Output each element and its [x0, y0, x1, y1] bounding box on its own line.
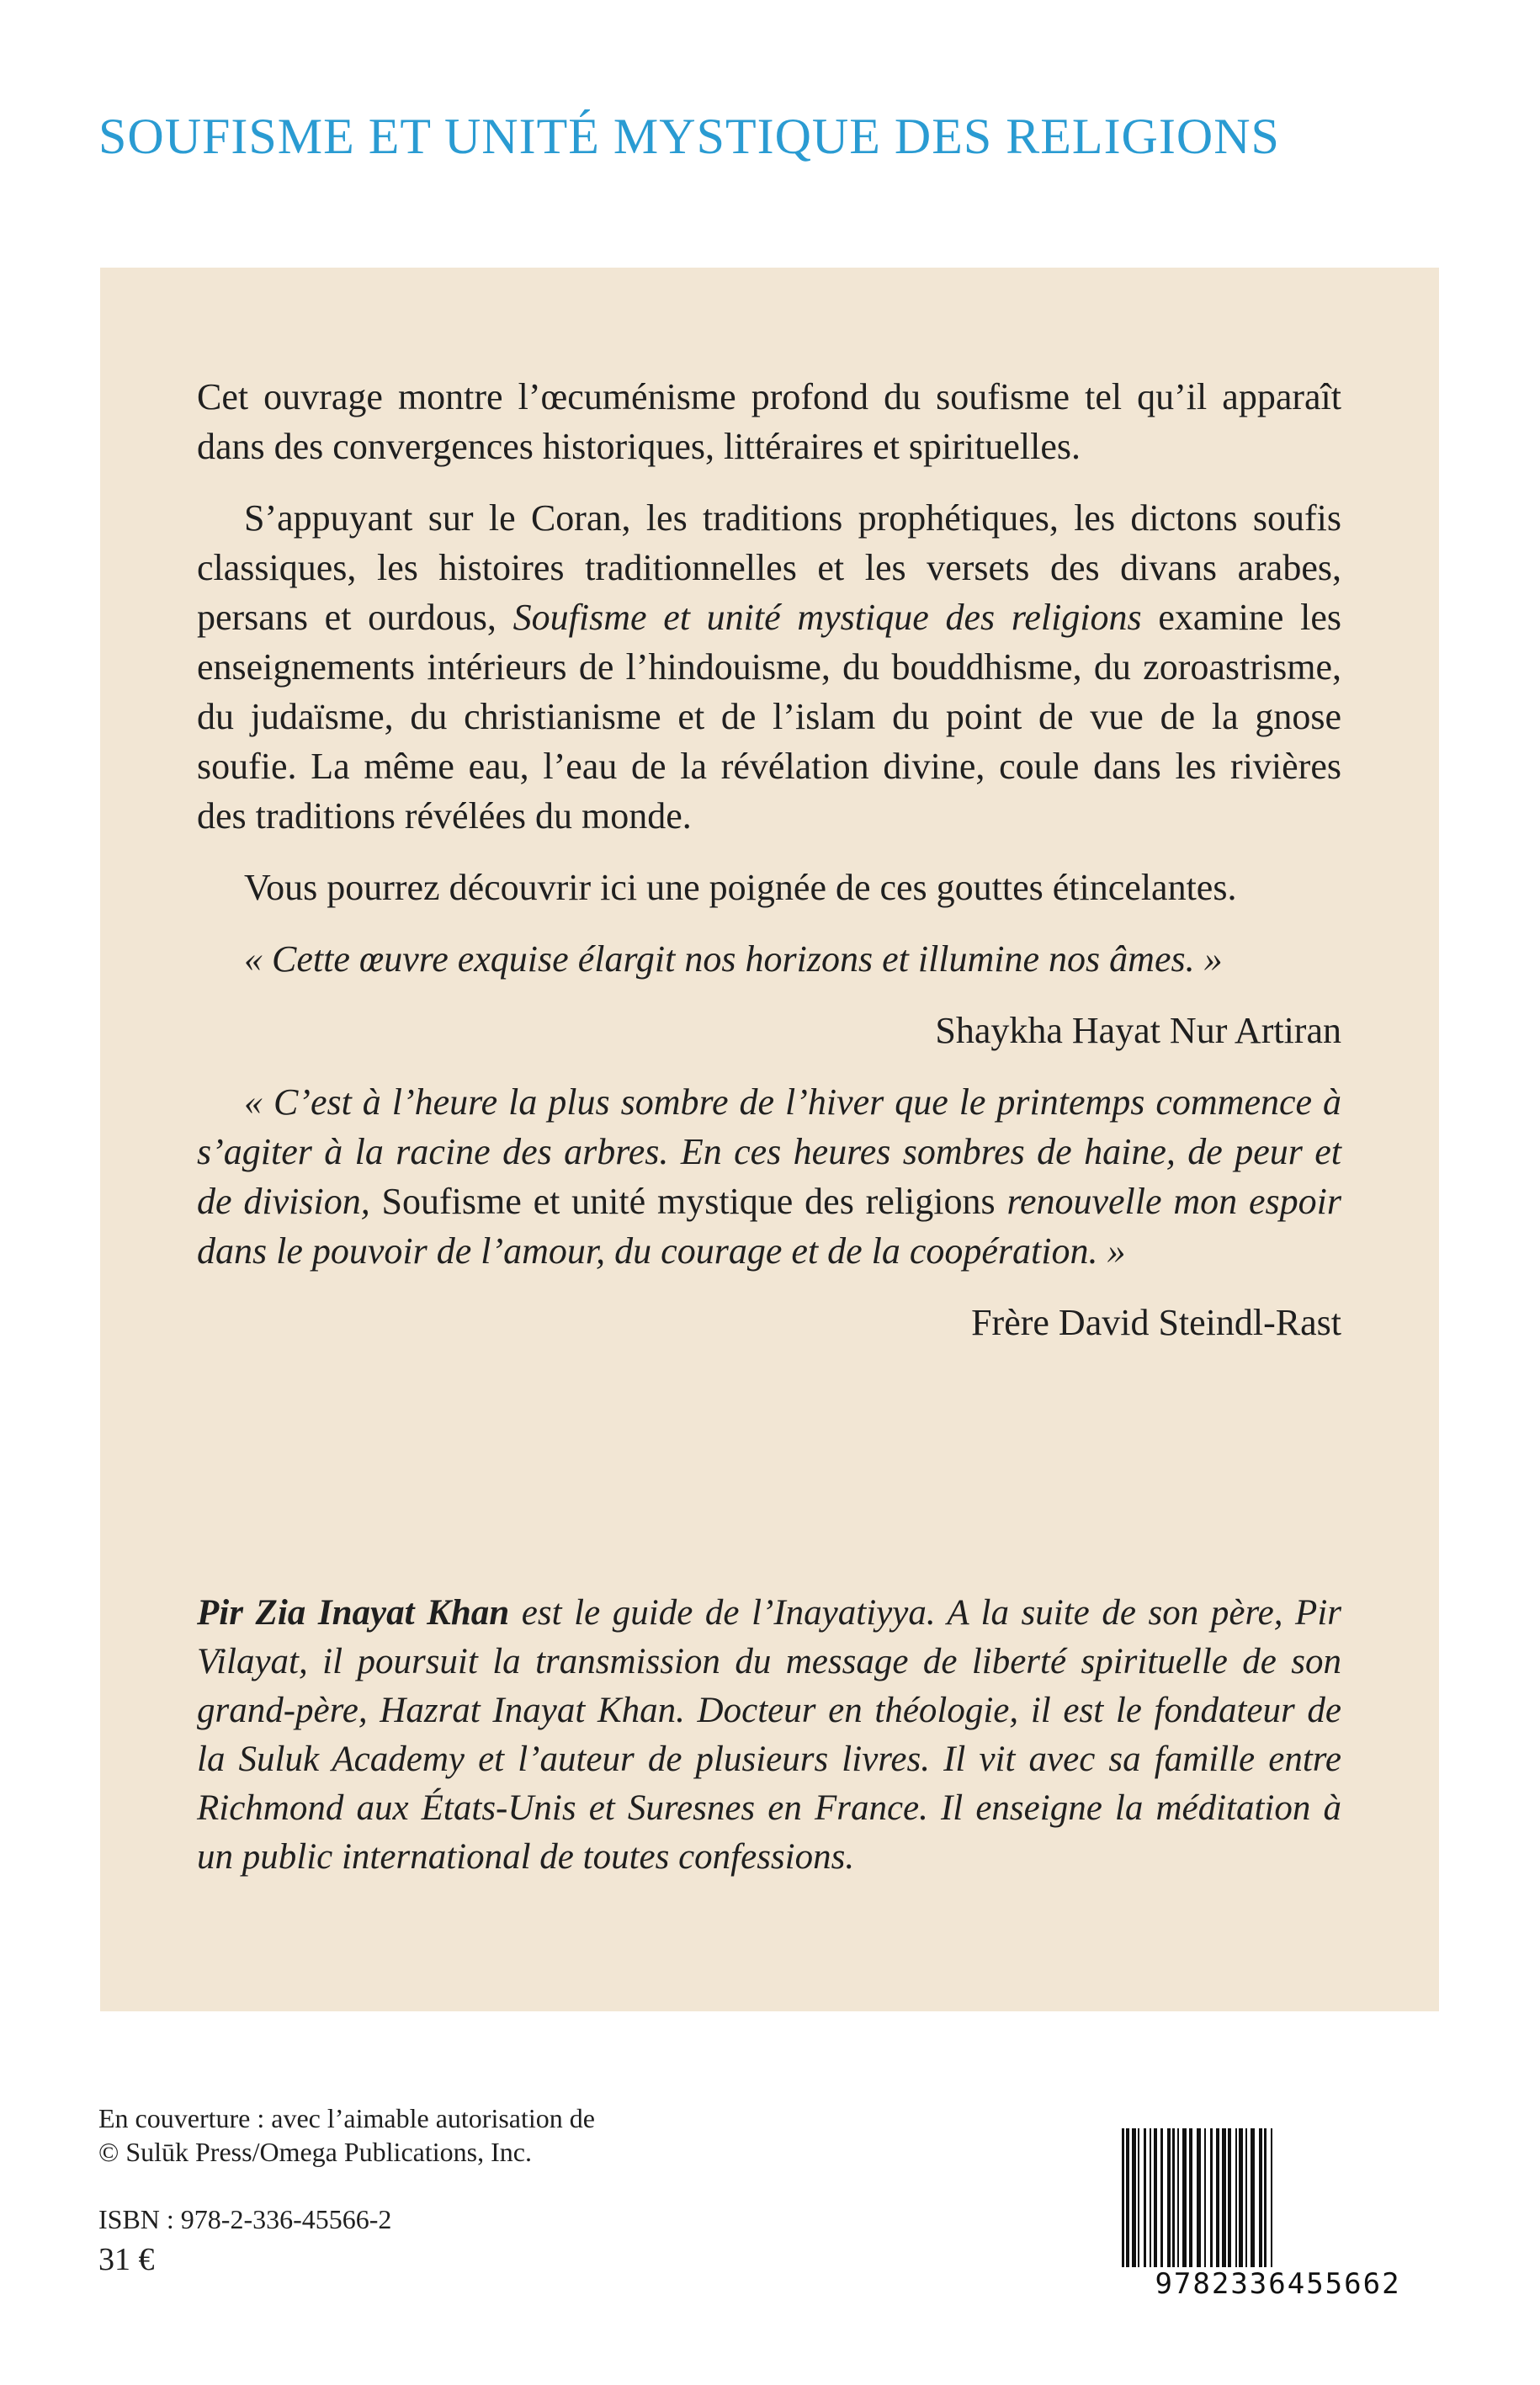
- barcode-bar: [1122, 2128, 1124, 2267]
- barcode-bar: [1177, 2128, 1179, 2267]
- barcode-bar: [1189, 2128, 1192, 2267]
- barcode-bar: [1204, 2128, 1206, 2267]
- barcode-bar: [1210, 2128, 1213, 2267]
- cover-credit-line-2: © Sulūk Press/Omega Publications, Inc.: [98, 2137, 532, 2167]
- quote-1-author: Shaykha Hayat Nur Artiran: [935, 1010, 1341, 1051]
- barcode-bar: [1172, 2128, 1175, 2267]
- paragraph-2-end: examine les enseignements intérieurs de l’hindouisme, du bouddhisme, du zoroastrisme, du judaïsme, du christianisme et de l’islam du point de vue de la gnose soufie. La même eau, l’eau de la révélation divine, coule dans les rivières des traditions révélées du monde.: [197, 597, 1341, 837]
- barcode-bar: [1197, 2128, 1201, 2267]
- barcode-bar: [1251, 2128, 1255, 2267]
- barcode-bar: [1259, 2128, 1262, 2267]
- barcode-bar: [1245, 2128, 1247, 2267]
- quote-2: [197, 1077, 1341, 1276]
- barcode-bar: [1132, 2128, 1136, 2267]
- barcode-bar: [1126, 2128, 1129, 2267]
- barcode-bar: [1154, 2128, 1157, 2267]
- paragraph-2-book-title: Soufisme et unité mystique des religions: [512, 597, 1142, 638]
- quote-1: « Cette œuvre exquise élargit nos horizons et illumine nos âmes. »: [244, 938, 1223, 980]
- quote-2-start: « C’est à l’heure la plus sombre de l’hiver que le printemps commence à s’agiter à la racine des arbres. En ces heures sombres de haine, de peur et de division,: [197, 1081, 1341, 1222]
- barcode-bar: [1167, 2128, 1171, 2267]
- summary-text: [197, 372, 1341, 1369]
- paragraph-2: [197, 493, 1341, 841]
- barcode-digits: 9782336455662: [1155, 2267, 1401, 2301]
- barcode-bar: [1239, 2128, 1243, 2267]
- barcode-bar: [1216, 2128, 1219, 2267]
- price: 31 €: [98, 2242, 155, 2277]
- barcode-bar: [1264, 2128, 1267, 2267]
- author-bio-text: est le guide de l’Inayatiyya. A la suite de son père, Pir Vilayat, il poursuit la transmission du message de liberté spirituelle de son grand-père, Hazrat Inayat Khan. Docteur en théologie, il est le fondateur de la Suluk Academy et l’auteur de plusieurs livres. Il vit avec sa famille entre Richmond aux États-Unis et Suresnes en France. Il enseigne la méditation à un public international de toutes confessions.: [197, 1593, 1341, 1877]
- barcode-bar: [1160, 2128, 1163, 2267]
- cover-credit-line-1: En couverture : avec l’aimable autorisation de: [98, 2103, 595, 2133]
- author-bio: [197, 1589, 1341, 1882]
- paragraph-1: Cet ouvrage montre l’œcuménisme profond du soufisme tel qu’il apparaît dans des convergences historiques, littéraires et spirituelles.: [197, 376, 1341, 467]
- barcode-bar: [1222, 2128, 1226, 2267]
- barcode-bar: [1182, 2128, 1187, 2267]
- barcode-bar: [1138, 2128, 1139, 2267]
- quote-2-end: renouvelle mon espoir dans le pouvoir de l’amour, du courage et de la coopération. »: [197, 1181, 1341, 1272]
- barcode-bar: [1271, 2128, 1272, 2267]
- quote-2-author: Frère David Steindl-Rast: [971, 1302, 1341, 1343]
- barcode-bar: [1228, 2128, 1231, 2267]
- paragraph-2-start: S’appuyant sur le Coran, les traditions prophétiques, les dictons soufis classiques, les histoires traditionnelles et les versets des divans arabes, persans et ourdous,: [197, 497, 1341, 638]
- barcode-bar: [1235, 2128, 1237, 2267]
- barcode-bar: [1150, 2128, 1151, 2267]
- book-title: SOUFISME ET UNITÉ MYSTIQUE DES RELIGIONS: [98, 109, 1280, 164]
- paragraph-3: Vous pourrez découvrir ici une poignée de ces gouttes étincelantes.: [244, 867, 1237, 908]
- barcode-bar: [1144, 2128, 1146, 2267]
- author-name: Pir Zia Inayat Khan: [197, 1593, 510, 1633]
- quote-2-book-title: Soufisme et unité mystique des religions: [381, 1181, 996, 1222]
- barcode-bars: [1117, 2128, 1439, 2267]
- isbn: ISBN : 978-2-336-45566-2: [98, 2204, 392, 2234]
